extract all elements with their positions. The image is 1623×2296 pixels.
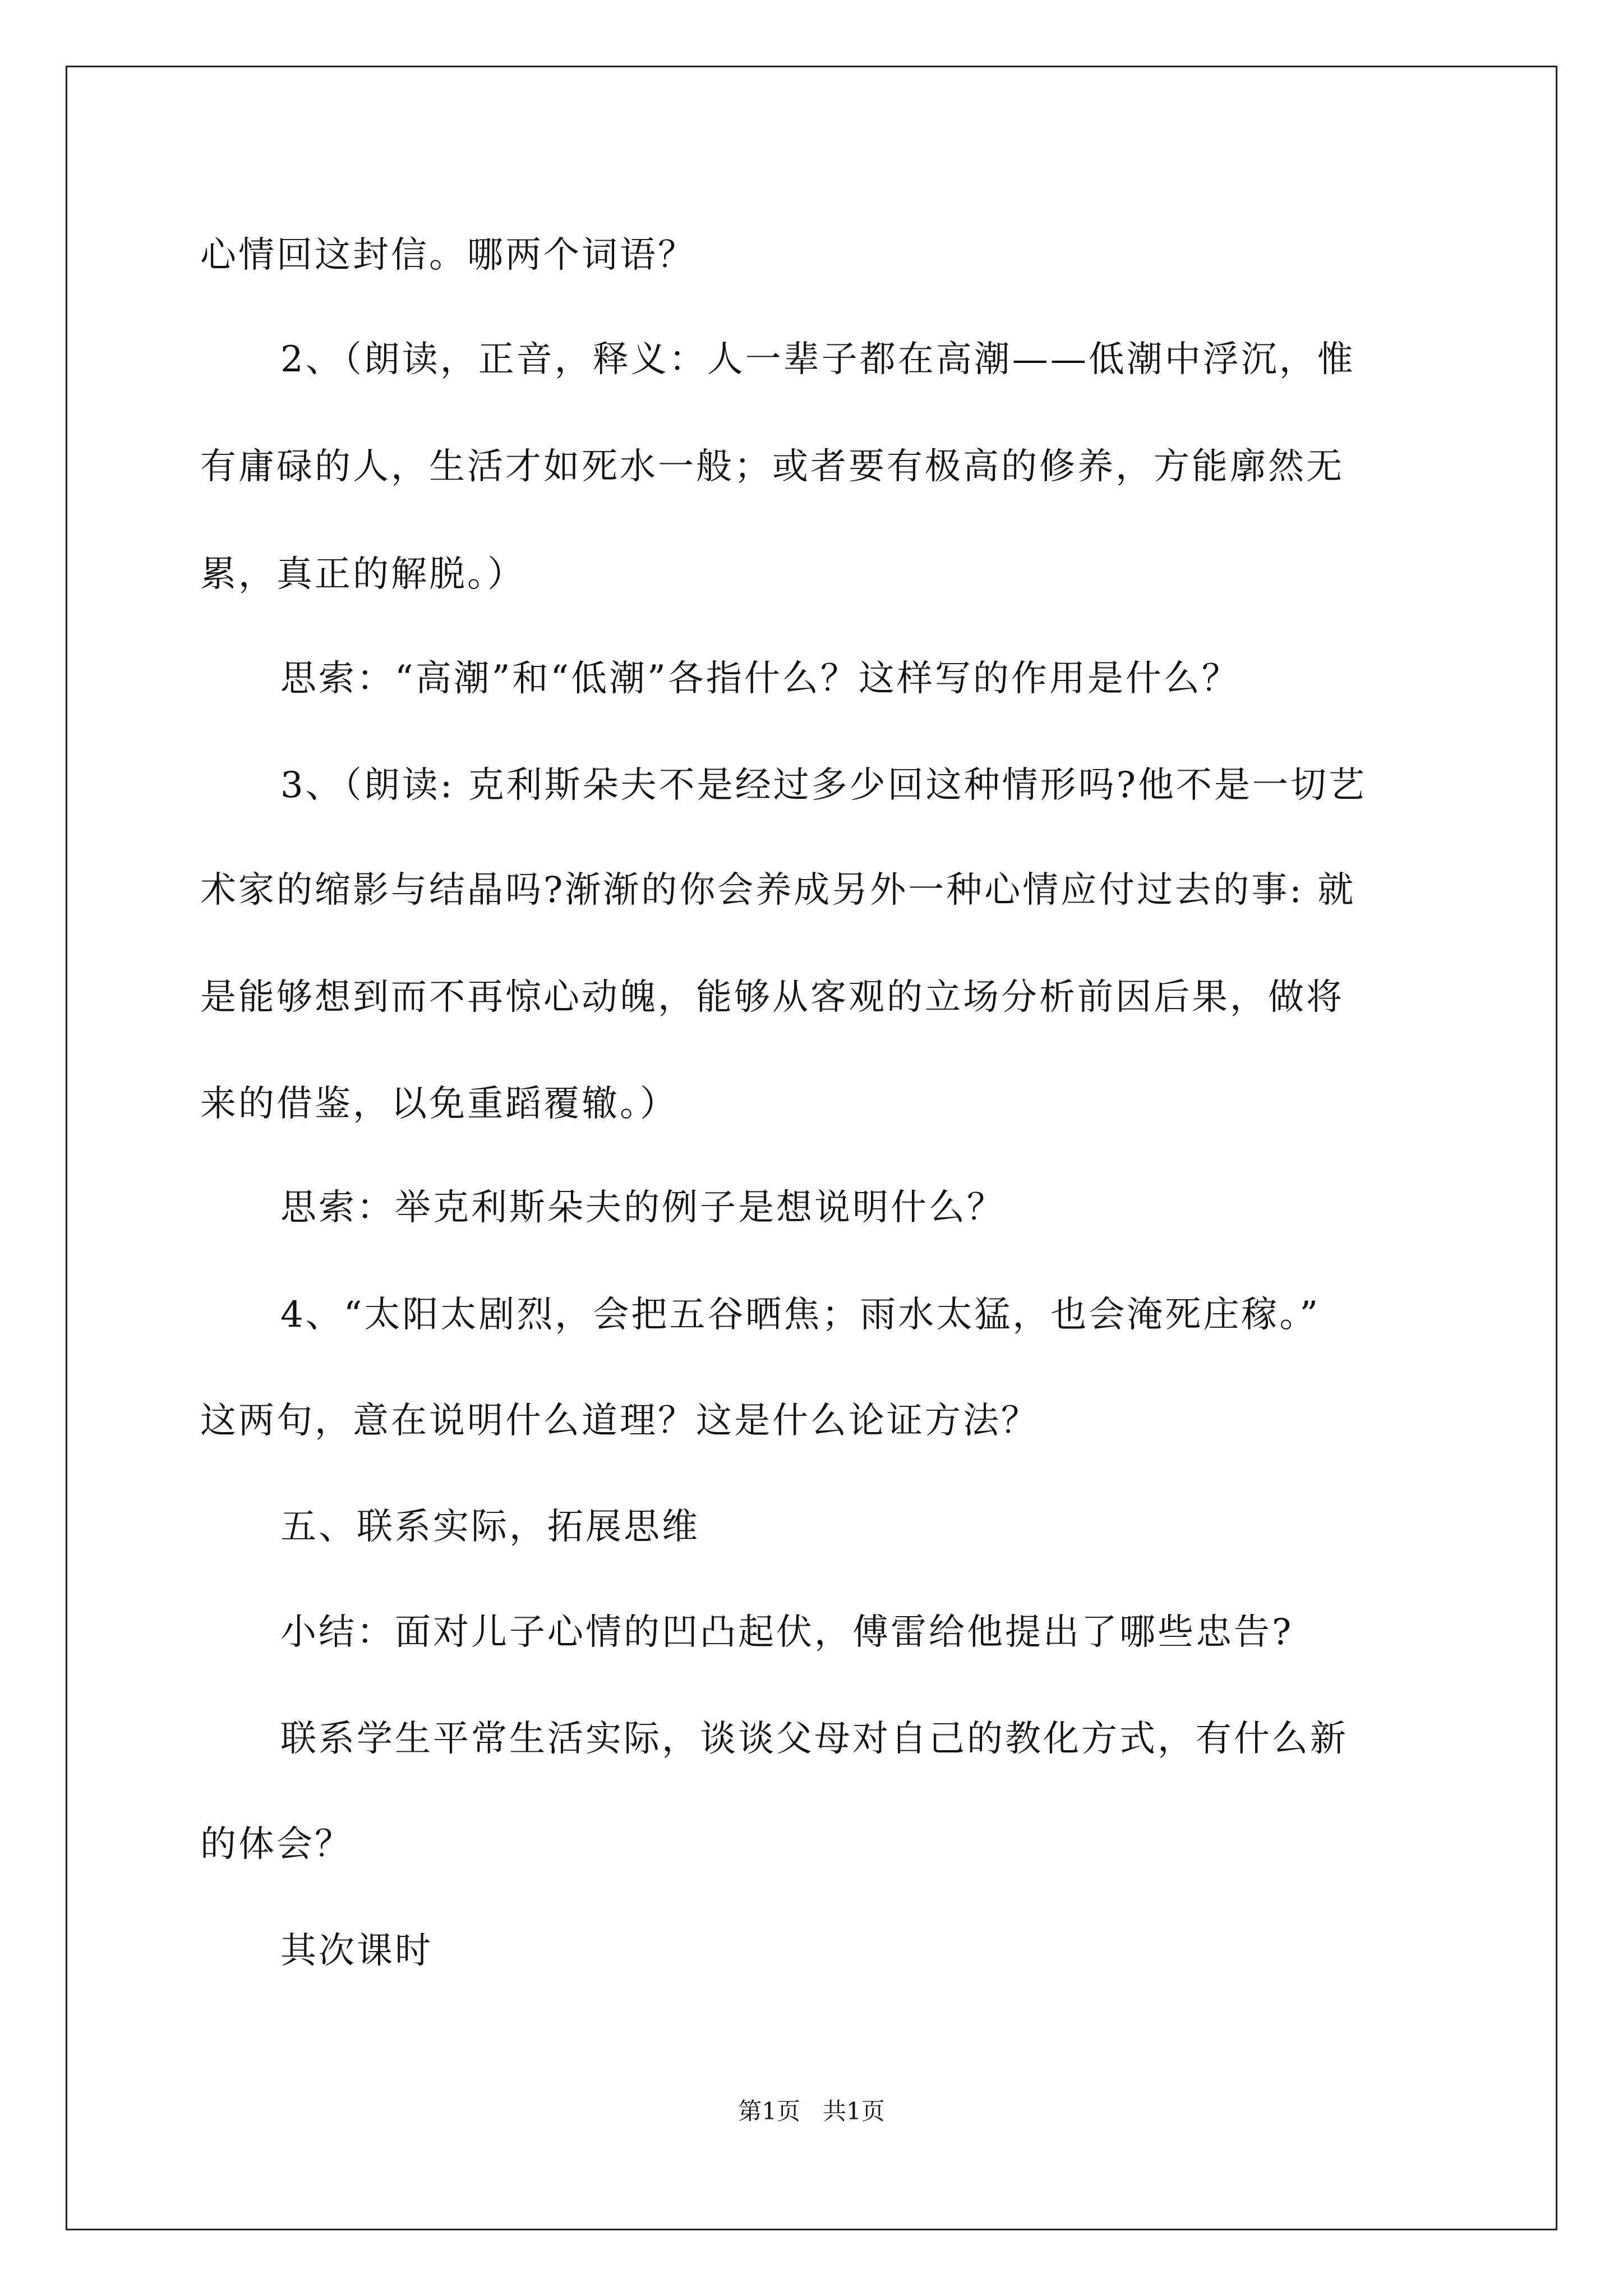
text-line: 思索：举克利斯朵夫的例子是想说明什么？ <box>280 1187 1005 1228</box>
text-line: 2、（朗读，正音，释义：人一辈子都在高潮——低潮中浮沉，惟 <box>280 339 1355 380</box>
text-line: 累，真正的解脱。） <box>200 554 525 595</box>
text-line: 这两句，意在说明什么道理？这是什么论证方法？ <box>200 1400 1039 1442</box>
page-border <box>66 66 1557 2230</box>
text-line: 心情回这封信。哪两个词语？ <box>200 234 696 276</box>
text-line: 是能够想到而不再惊心动魄，能够从客观的立场分析前因后果，做将 <box>200 977 1344 1018</box>
text-line: 有庸碌的人，生活才如死水一般；或者要有极高的修养，方能廓然无 <box>200 446 1344 487</box>
text-line: 4、“太阳太剧烈，会把五谷晒焦；雨水太猛，也会淹死庄稼。” <box>280 1294 1321 1336</box>
text-line: 术家的缩影与结晶吗?渐渐的你会养成另外一种心情应付过去的事: 就 <box>200 869 1356 911</box>
section-heading: 五、联系实际，拓展思维 <box>280 1506 700 1548</box>
text-line: 思索：“高潮”和“低潮”各指什么？这样写的作用是什么？ <box>280 658 1240 700</box>
text-line: 3、（朗读: 克利斯朵夫不是经过多少回这种情形吗?他不是一切艺 <box>280 765 1367 806</box>
text-line: 来的借鉴，以免重蹈覆辙。） <box>200 1083 678 1125</box>
section-heading: 其次课时 <box>280 1930 433 1972</box>
text-line: 小结：面对儿子心情的凹凸起伏，傅雷给他提出了哪些忠告? <box>280 1612 1294 1653</box>
text-line: 联系学生平常生活实际，谈谈父母对自己的教化方式，有什么新 <box>280 1718 1348 1760</box>
text-line: 的体会？ <box>200 1824 353 1865</box>
page-footer: 第1页 共1页 <box>738 2097 885 2125</box>
